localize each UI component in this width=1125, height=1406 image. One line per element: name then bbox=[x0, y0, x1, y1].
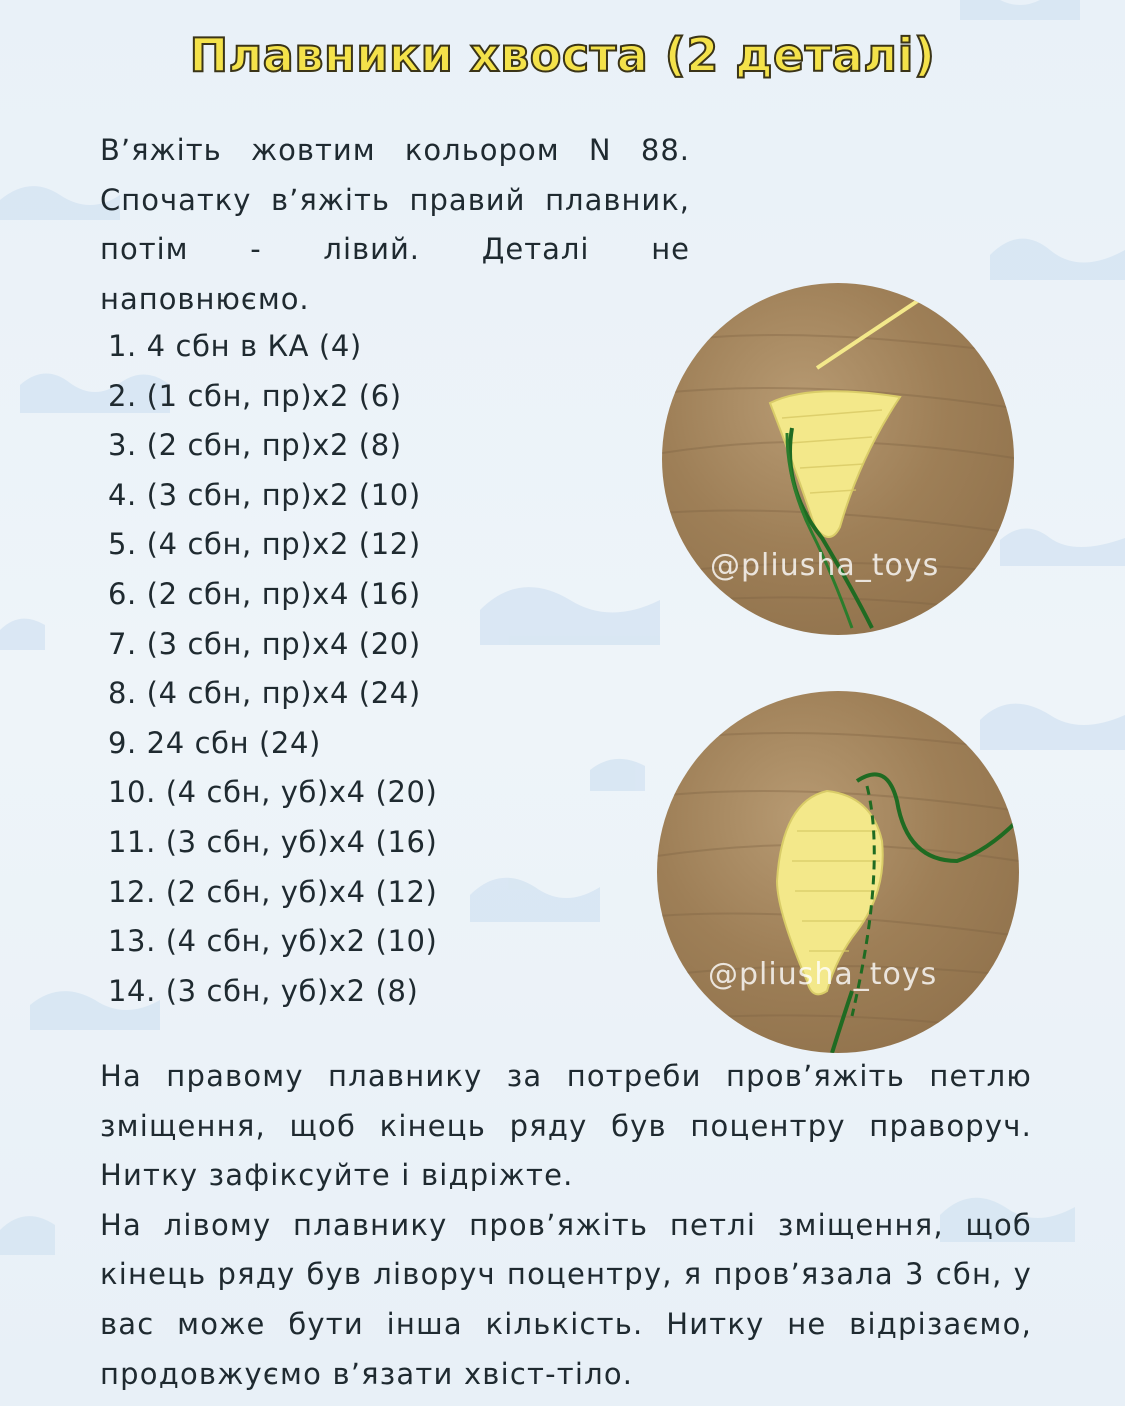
list-item: 7. (3 сбн, пр)х4 (20) bbox=[108, 626, 421, 661]
photo-watermark: @pliusha_toys bbox=[708, 957, 938, 992]
list-item: 9. 24 сбн (24) bbox=[108, 725, 321, 760]
list-item: 10. (4 сбн, уб)х4 (20) bbox=[108, 775, 438, 810]
outro-text bbox=[100, 1052, 1032, 1399]
list-item: 5. (4 сбн, пр)х2 (12) bbox=[108, 527, 421, 562]
list-item: 6. (2 сбн, пр)х4 (16) bbox=[108, 576, 421, 611]
list-item: 2. (1 сбн, пр)х2 (6) bbox=[108, 378, 402, 413]
list-item: 14. (3 сбн, уб)х2 (8) bbox=[108, 973, 419, 1008]
list-item: 13. (4 сбн, уб)х2 (10) bbox=[108, 924, 438, 959]
intro-paragraph: В’яжіть жовтим кольором N 88. Спочатку в’яжіть правий плавник, потім - лівий. Деталі не наповнюємо. bbox=[100, 133, 690, 316]
left-fin-photo bbox=[657, 691, 1019, 1053]
list-item: 11. (3 сбн, уб)х4 (16) bbox=[108, 824, 438, 859]
row-list bbox=[108, 322, 437, 1016]
list-item: 1. 4 сбн в КА (4) bbox=[108, 329, 362, 363]
photo-watermark: @pliusha_toys bbox=[710, 548, 940, 583]
list-item: 12. (2 сбн, уб)х4 (12) bbox=[108, 874, 438, 909]
wood-grain-image bbox=[657, 691, 1019, 1053]
page-title: Плавники хвоста (2 деталі) bbox=[189, 28, 936, 82]
list-item: 8. (4 сбн, пр)х4 (24) bbox=[108, 676, 421, 711]
left-fin-instruction: На лівому плавнику пров’яжіть петлі зміщення, щоб кінець ряду був ліворуч поцентру, я пров’язала 3 сбн, у вас може бути інша кількість. Нитку не відрізаємо, продовжуємо в’язати хвіст-тіло. bbox=[100, 1207, 1032, 1391]
list-item: 4. (3 сбн, пр)х2 (10) bbox=[108, 477, 421, 512]
right-fin-instruction: На правому плавнику за потреби пров’яжіть петлю зміщення, щоб кінець ряду був поцентру праворуч. Нитку зафіксуйте і відріжте. bbox=[100, 1059, 1032, 1193]
list-item: 3. (2 сбн, пр)х2 (8) bbox=[108, 428, 402, 463]
